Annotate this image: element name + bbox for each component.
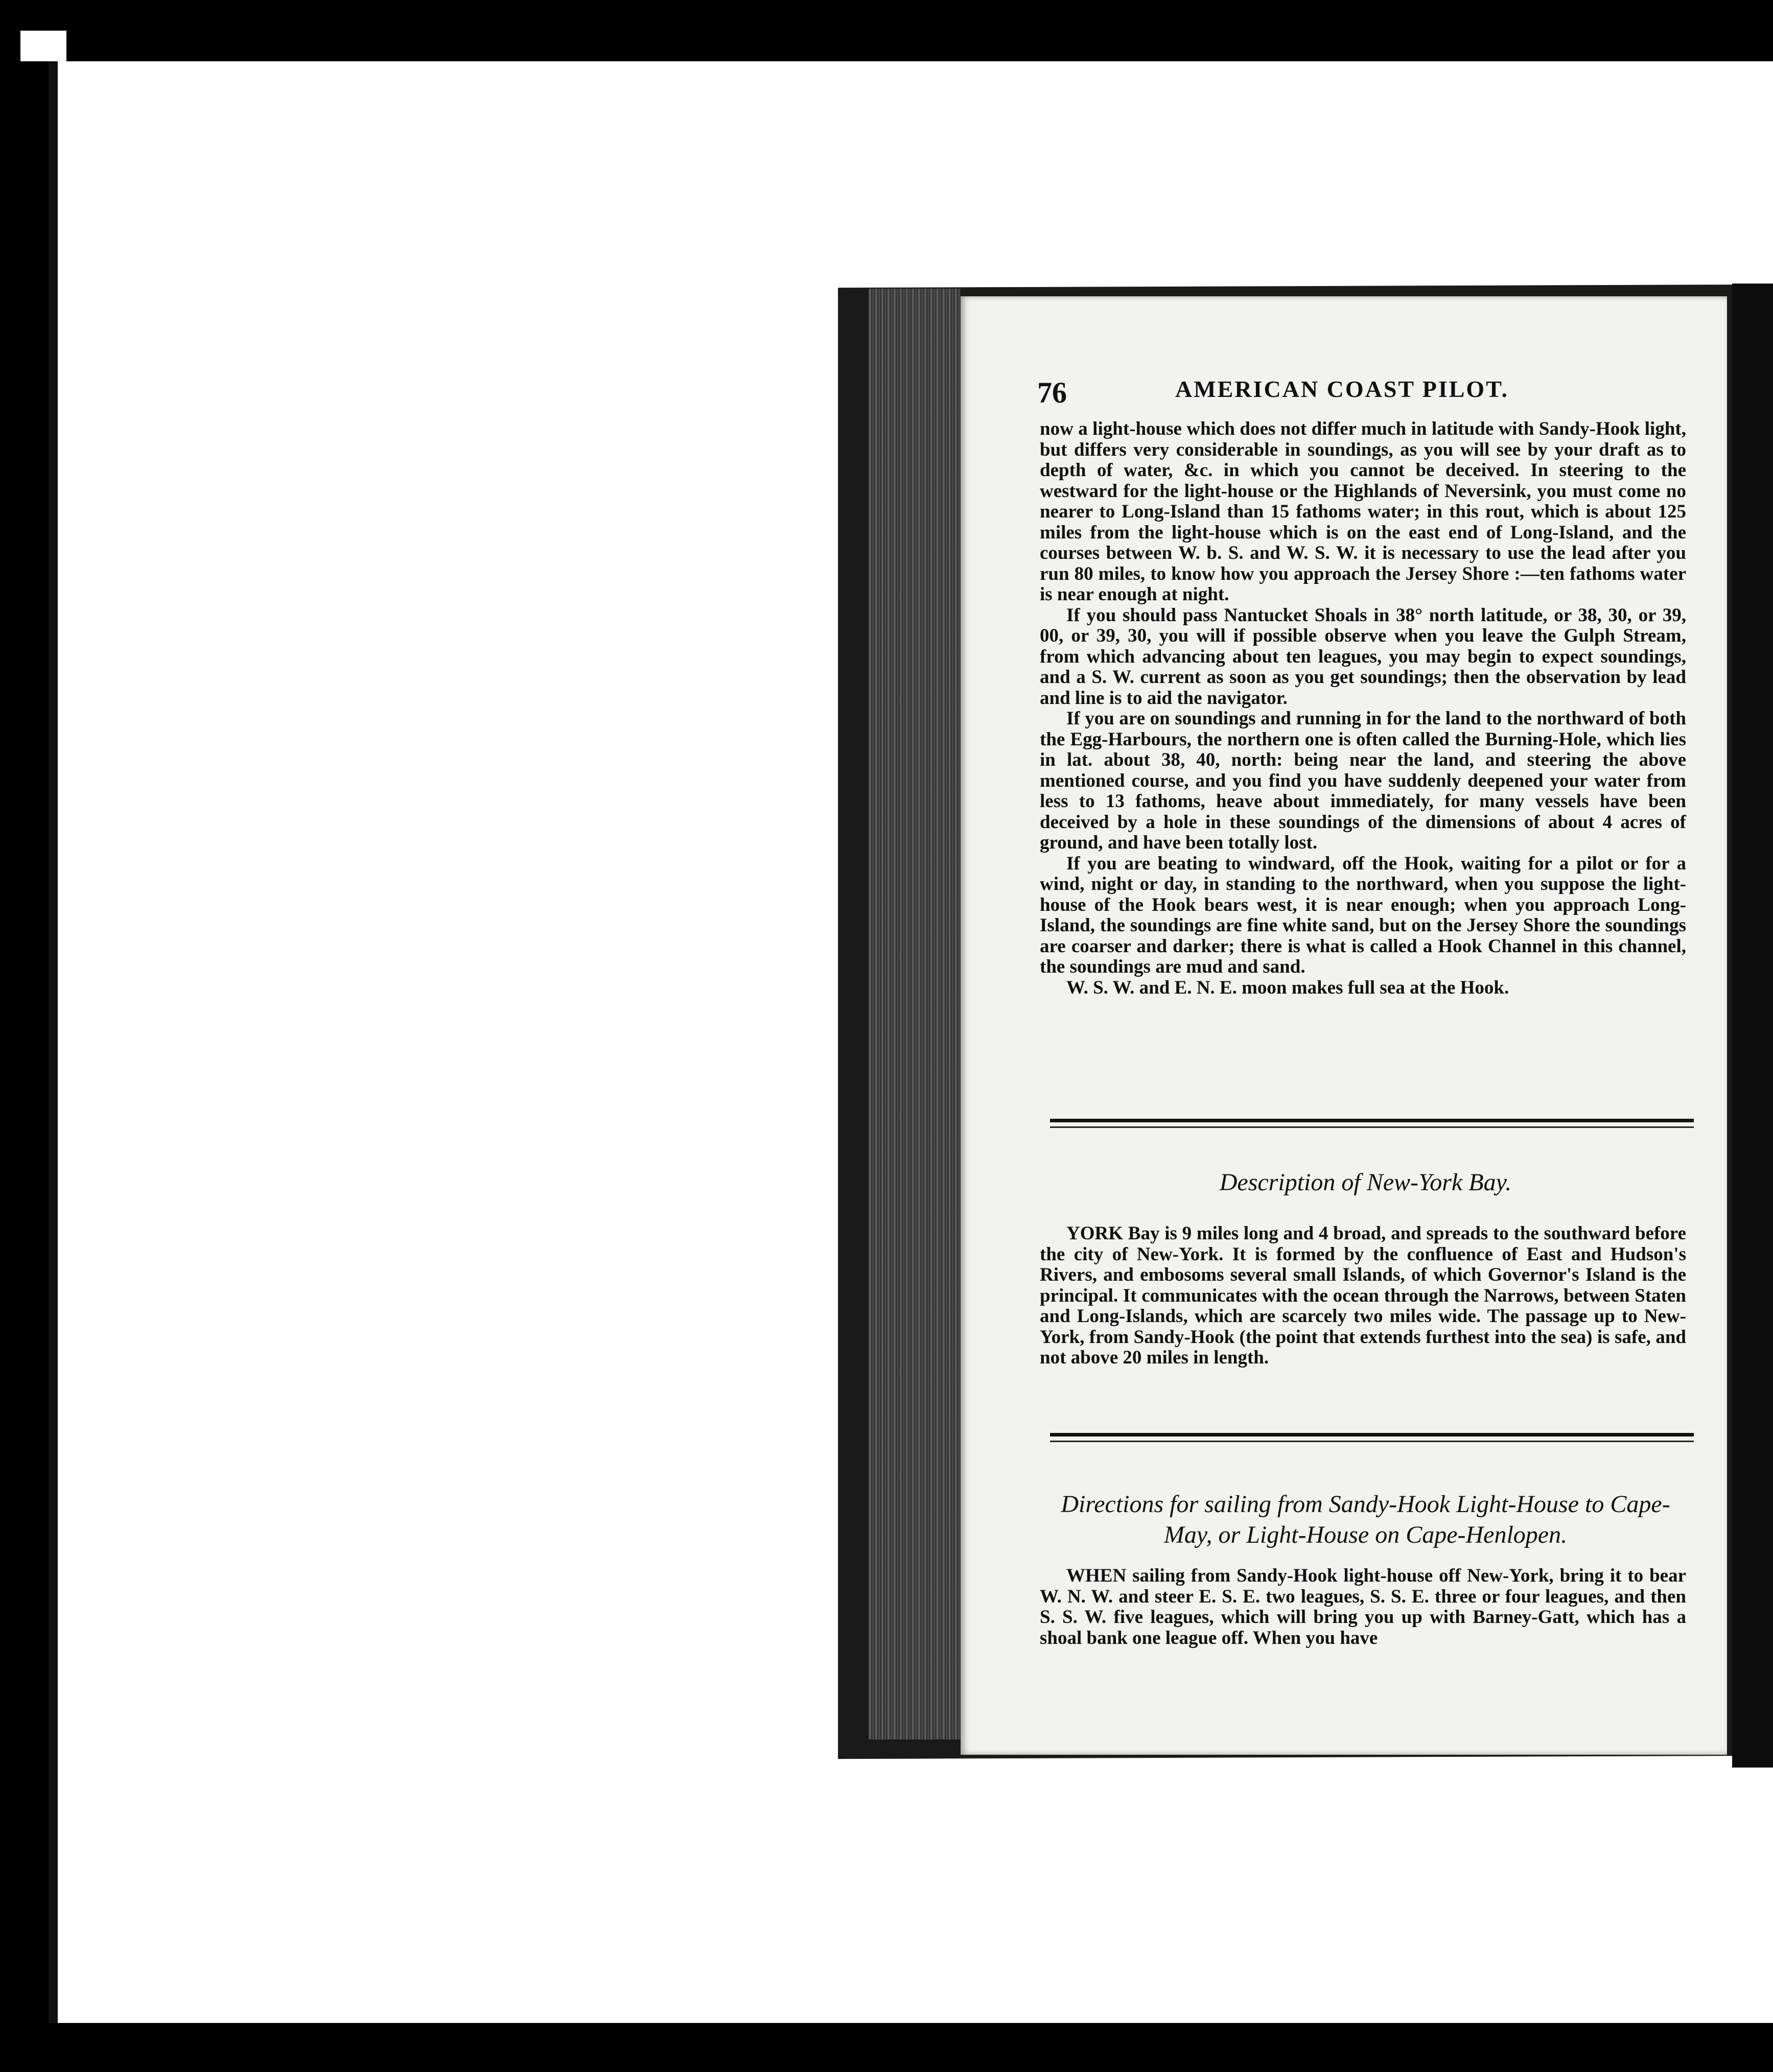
heading-line: Directions for sailing from Sandy-Hook Light-House to Cape- xyxy=(1061,1491,1670,1518)
section-heading: Description of New-York Bay. xyxy=(1219,1169,1512,1196)
section-coast-directions xyxy=(1040,419,1686,998)
running-head: AMERICAN COAST PILOT. xyxy=(1175,376,1509,402)
section-divider-thin xyxy=(1050,1126,1694,1128)
scan-border-bottom xyxy=(0,2023,1773,2072)
section-sailing-directions xyxy=(1040,1566,1686,1649)
scan-border-notch xyxy=(20,31,66,61)
section-divider xyxy=(1050,1433,1694,1437)
scan-border-inner xyxy=(49,61,58,2023)
paragraph: W. S. W. and E. N. E. moon makes full sea at the Hook. xyxy=(1066,977,1509,998)
paragraph: If you are beating to windward, off the Hook, waiting for a pilot or for a wind, night or day, in standing to the northward, when you suppose the light-house of the Hook bears west, it is near enough; when you approach Long-Island, the soundings are fine white sand, but on the Jersey Shore the soundings are coarser and darker; there is what is called a Hook Channel in this channel, the soundings are mud and sand. xyxy=(1040,853,1686,977)
paragraph: WHEN sailing from Sandy-Hook light-house off New-York, bring it to bear W. N. W. and steer E. S. E. two leagues, S. S. E. three or four leagues, and then S. S. W. five leagues, which will bring you up with Barney-Gatt, which has a shoal bank one league off. When you have xyxy=(1040,1565,1686,1649)
page-header xyxy=(1037,375,1676,416)
section-new-york-bay xyxy=(1040,1223,1686,1369)
heading-line: May, or Light-House on Cape-Henlopen. xyxy=(1163,1521,1568,1548)
paragraph: If you should pass Nantucket Shoals in 38° north latitude, or 38, 30, or 39, 00, or 39, 30, you will if possible observe when you leave the Gulph Stream, from which advancing about ten leagues, you may begin to expect soundings, and a S. W. current as soon as you get soundings; then the observation by lead and line is to aid the navigator. xyxy=(1040,604,1686,709)
scan-border-left xyxy=(0,0,56,2072)
book-cover-edge xyxy=(1732,284,1773,1768)
page-edges xyxy=(869,289,961,1739)
paragraph: YORK Bay is 9 miles long and 4 broad, and spreads to the southward before the city of New-York. It is formed by the confluence of East and Hudson's Rivers, and embosoms several small Islands, of which Governor's Island is the principal. It communicates with the ocean through the Narrows, between Staten and Long-Islands, which are scarcely two miles wide. The passage up to New-York, from Sandy-Hook (the point that extends furthest into the sea) is safe, and not above 20 miles in length. xyxy=(1040,1223,1686,1368)
paragraph: now a light-house which does not differ much in latitude with Sandy-Hook light, but differs very considerable in soundings, as you will see by your draft as to depth of water, &c. in which you cannot be deceived. In steering to the westward for the light-house or the Highlands of Neversink, you must come no nearer to Long-Island than 15 fathoms water; in this rout, which is about 125 miles from the light-house which is on the east end of Long-Island, and the courses between W. b. S. and W. S. W. it is necessary to use the lead after you run 80 miles, to know how you approach the Jersey Shore :—ten fathoms water is near enough at night. xyxy=(1040,418,1686,605)
section-divider xyxy=(1050,1119,1694,1122)
paragraph: If you are on soundings and running in for the land to the northward of both the Egg-Harbours, the northern one is often called the Burning-Hole, which lies in lat. about 38, 40, north: being near the land, and steering the above mentioned course, and you find you have suddenly deepened your water from less to 13 fathoms, heave about immediately, for many vessels have been deceived by a hole in these soundings of the dimensions of about 4 acres of ground, and have been totally lost. xyxy=(1040,708,1686,853)
section-heading xyxy=(1042,1489,1689,1550)
page-number: 76 xyxy=(1037,376,1067,409)
scan-border-top xyxy=(0,0,1773,61)
section-divider-thin xyxy=(1050,1441,1694,1442)
book-page xyxy=(961,296,1727,1755)
